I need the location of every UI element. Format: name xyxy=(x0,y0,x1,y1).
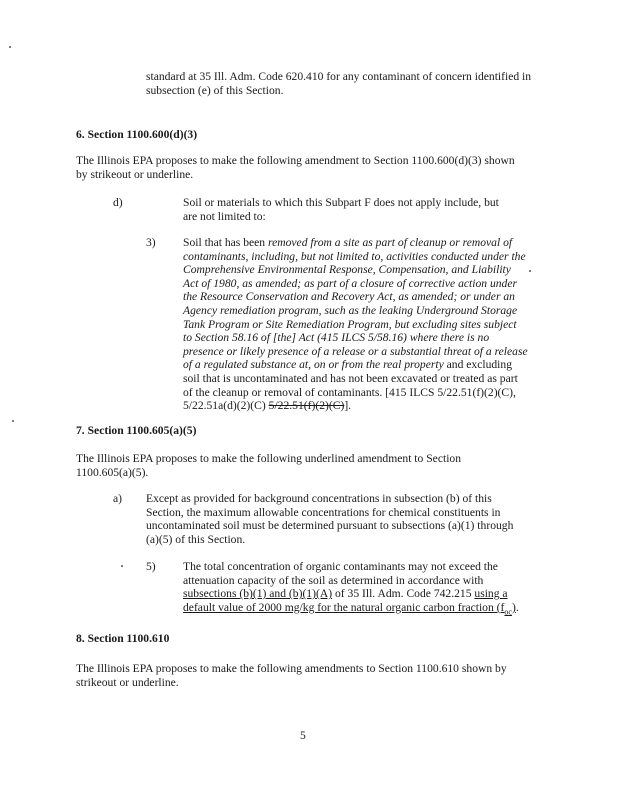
section-8-intro: The Illinois EPA proposes to make the following amendments to Section 1100.610 shown by strikeout or underline. xyxy=(76,662,507,689)
item-5-label: 5) xyxy=(146,560,156,573)
item-3-plain-end: and excluding soil that is uncontaminated and has not been excavated or treated as part of the cleanup or removal of contaminants. [415 ILCS 5/22.51(f)(2)(C), 5/22.51a(d)(2)(C) xyxy=(183,358,518,413)
subsection-a-text: Except as provided for background concentrations in subsection (b) of this Section, the maximum allowable concentrations for chemical constituents in uncontaminated soil must be determined pursuant to subsections (a)(1) through (a)(5) of this Section. xyxy=(146,492,514,546)
item-3-strikeout: 5/22.51(f)(2)(C) xyxy=(268,399,345,413)
subsection-d-label: d) xyxy=(113,196,123,209)
continuation-text: standard at 35 Ill. Adm. Code 620.410 for any contaminant of concern identified in subsection (e) of this Section. xyxy=(146,70,532,97)
item-5-text-mid: of 35 Ill. Adm. Code 742.215 xyxy=(332,587,475,601)
subsection-a-label: a) xyxy=(113,492,123,505)
section-6-intro: The Illinois EPA proposes to make the following amendment to Section 1100.600(d)(3) shown by strikeout or underline. xyxy=(76,154,515,181)
item-5-text xyxy=(183,560,528,619)
margin-mark xyxy=(529,270,531,272)
subsection-d-text: Soil or materials to which this Subpart F does not apply include, but are not limited to: xyxy=(183,196,499,223)
margin-mark xyxy=(9,46,11,48)
item-5-text-start: The total concentration of organic contaminants may not exceed the attenuation capacity of the soil as determined in accordance with xyxy=(183,560,498,587)
item-5-underline-end: ) xyxy=(511,600,516,614)
item-5-underline-2: using a default value of 2000 mg/kg for the natural organic carbon fraction (f xyxy=(183,587,508,614)
margin-mark xyxy=(12,420,14,422)
section-6-heading: 6. Section 1100.600(d)(3) xyxy=(76,128,198,141)
item-5-underline-1: subsections (b)(1) and (b)(1)(A) xyxy=(183,587,333,601)
margin-mark xyxy=(121,565,123,567)
item-5-subscript: oc xyxy=(504,607,512,617)
item-3-plain-start: Soil that has been xyxy=(183,236,269,249)
item-5-close: . xyxy=(515,600,519,614)
item-3-label: 3) xyxy=(146,236,156,249)
section-7-intro: The Illinois EPA proposes to make the following underlined amendment to Section 1100.605(a)(5). xyxy=(76,452,462,479)
page-number: 5 xyxy=(300,729,306,742)
section-7-heading: 7. Section 1100.605(a)(5) xyxy=(76,424,197,437)
section-8-heading: 8. Section 1100.610 xyxy=(76,632,170,645)
item-3-close: ]. xyxy=(344,399,352,413)
item-3-text xyxy=(183,236,528,413)
item-3-italic-text: removed from a site as part of cleanup or removal of contaminants, including, but not limited to, activities conducted under the Comprehensive Environmental Response, Compensation, and Liability Act of 1980, as amended; as part of a closure of corrective action under the Resource Conservation and Recovery Act, as amended; or under an Agency remediation program, such as the leaking Underground Storage Tank Program or Site Remediation Program, but excluding sites subject to Section 58.16 of [the] Act (415 ILCS 5/58.16) where there is no presence or likely presence of a release or a substantial threat of a release of a regulated substance at, on or from the real property xyxy=(183,236,528,372)
